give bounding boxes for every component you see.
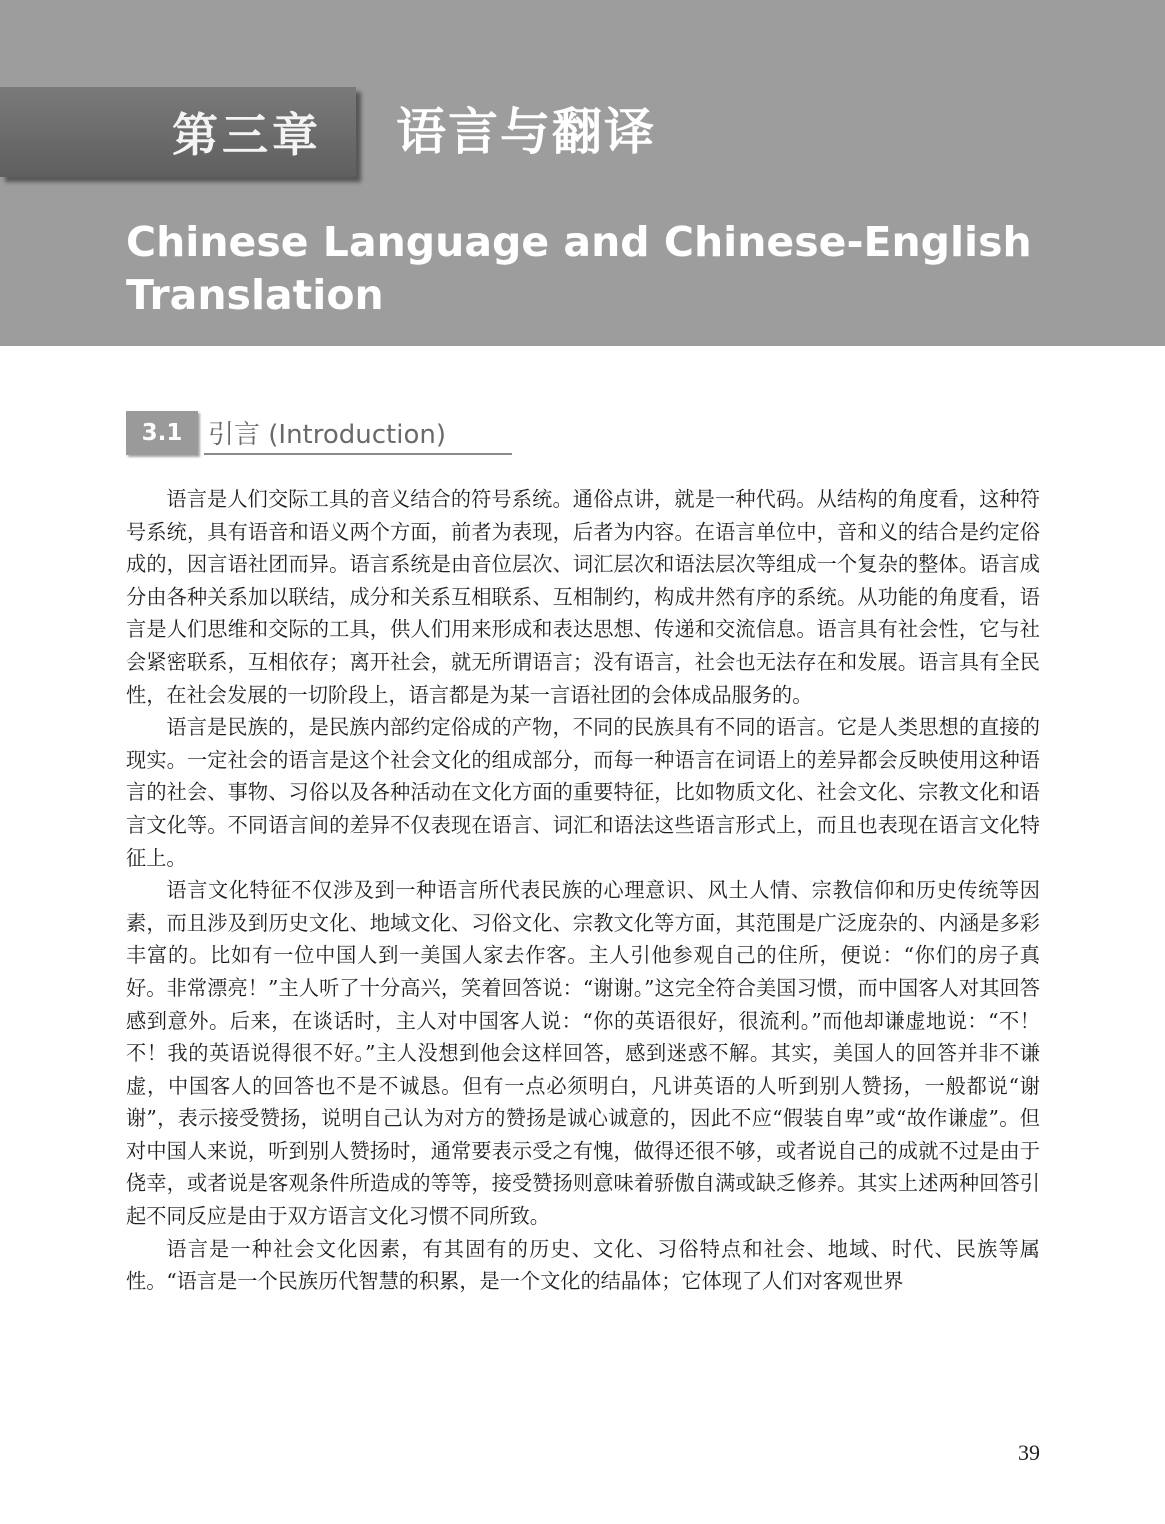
chapter-label-box — [0, 87, 356, 177]
section-number: 3.1 — [126, 411, 198, 455]
page-number: 39 — [1018, 1440, 1040, 1465]
paragraph: 语言是人们交际工具的音义结合的符号系统。通俗点讲，就是一种代码。从结构的角度看，这种符号系统，具有语音和语义两个方面，前者为表现，后者为内容。在语言单位中，音和义的结合是约定俗成的，因言语社团而异。语言系统是由音位层次、词汇层次和语法层次等组成一个复杂的整体。语言成分由各种关系加以联结，成分和关系互相联系、互相制约，构成井然有序的系统。从功能的角度看，语言是人们思维和交际的工具，供人们用来形成和表达思想、传递和交流信息。语言具有社会性，它与社会紧密联系，互相依存；离开社会，就无所谓语言；没有语言，社会也无法存在和发展。语言具有全民性，在社会发展的一切阶段上，语言都是为某一言语社团的会体成品服务的。 — [126, 487, 1040, 707]
body-text — [126, 483, 1040, 1298]
paragraph: 语言是一种社会文化因素，有其固有的历史、文化、习俗特点和社会、地域、时代、民族等属性。“语言是一个民族历代智慧的积累，是一个文化的结晶体；它体现了人们对客观世界 — [126, 1236, 1040, 1294]
paragraph: 语言是民族的，是民族内部约定俗成的产物，不同的民族具有不同的语言。它是人类思想的直接的现实。一定社会的语言是这个社会文化的组成部分，而每一种语言在词语上的差异都会反映使用这种语言的社会、事物、习俗以及各种活动在文化方面的重要特征，比如物质文化、社会文化、宗教文化和语言文化等。不同语言间的差异不仅表现在语言、词汇和语法这些语言形式上，而且也表现在语言文化特征上。 — [126, 715, 1040, 870]
chapter-title-cn: 语言与翻译 — [396, 103, 656, 161]
chapter-banner — [0, 0, 1165, 346]
chapter-title-en-line1: Chinese Language and Chinese-English — [126, 218, 1032, 266]
chapter-label: 第三章 — [172, 108, 322, 162]
paragraph: 语言文化特征不仅涉及到一种语言所代表民族的心理意识、风土人情、宗教信仰和历史传统等因素，而且涉及到历史文化、地域文化、习俗文化、宗教文化等方面，其范围是广泛庞杂的、内涵是多彩丰富的。比如有一位中国人到一美国人家去作客。主人引他参观自己的住所，便说：“你们的房子真好。非常漂亮！”主人听了十分高兴，笑着回答说：“谢谢。”这完全符合美国习惯，而中国客人对其回答感到意外。后来，在谈话时，主人对中国客人说：“你的英语很好，很流利。”而他却谦虚地说：“不！不！我的英语说得很不好。”主人没想到他会这样回答，感到迷惑不解。其实，美国人的回答并非不谦虚，中国客人的回答也不是不诚恳。但有一点必须明白，凡讲英语的人听到别人赞扬，一般都说“谢谢”，表示接受赞扬，说明自己认为对方的赞扬是诚心诚意的，因此不应“假装自卑”或“故作谦虚”。但对中国人来说，听到别人赞扬时，通常要表示受之有愧，做得还很不够，或者说自己的成就不过是由于侥幸，或者说是客观条件所造成的等等，接受赞扬则意味着骄傲自满或缺乏修养。其实上述两种回答引起不同反应是由于双方语言文化习惯不同所致。 — [126, 878, 1040, 1229]
chapter-title-en-line2: Translation — [126, 271, 384, 319]
section-title: 引言 (Introduction) — [204, 411, 512, 455]
chapter-title-en — [126, 216, 1126, 322]
section-heading — [126, 410, 512, 456]
